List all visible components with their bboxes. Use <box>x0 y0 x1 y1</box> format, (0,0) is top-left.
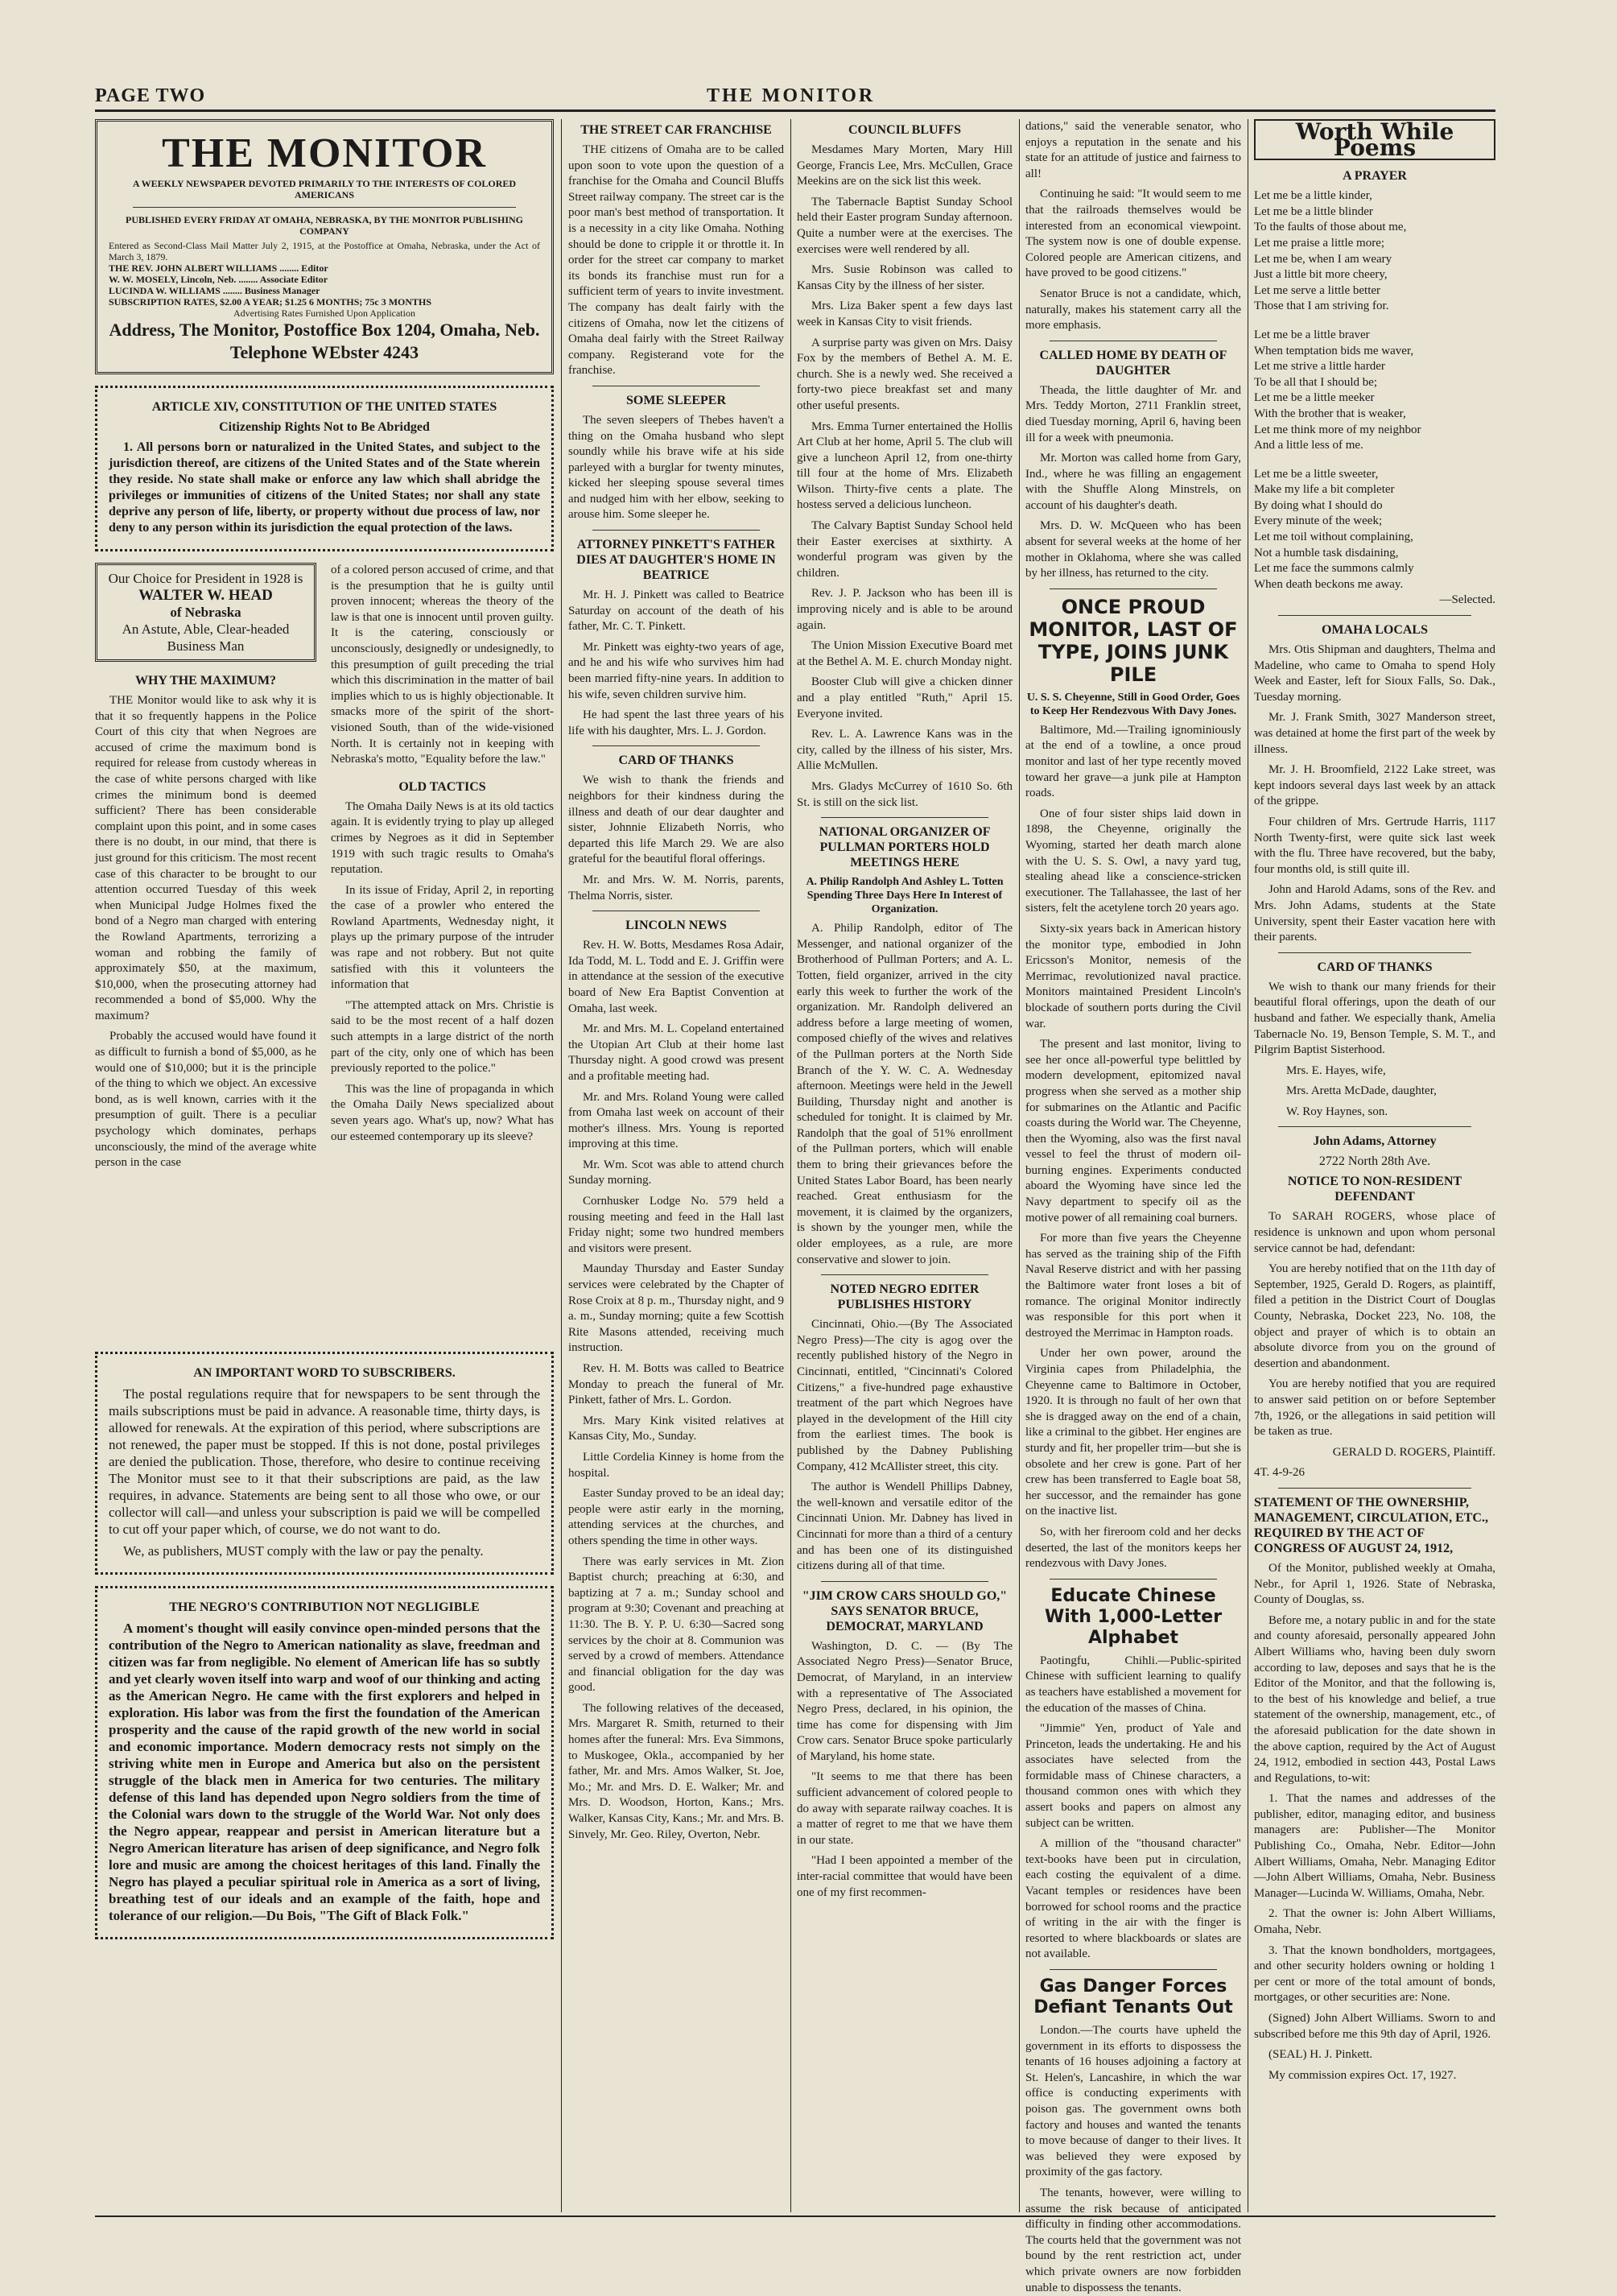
choice-of: of Nebraska <box>170 605 241 620</box>
lincoln-item: The following relatives of the deceased, Mrs. Margaret R. Smith, returned to their homes after the funeral: Mrs. Eva Simmons, to Muskogee, Okla., accompanied by her father, Mr. and Mrs. Amos Walker, St. Joe, Mo.; Mr. and Mrs. D. E. Walker; Mr. and Mrs. D. Woodson, Horton, Kans.; Mrs. Walker, Kansas City, Kans.; Mr. and Mrs. B. Sinvely, Mr. Geo. Riley, Overton, Nebr. <box>568 1701 784 1841</box>
contribution-title: THE NEGRO'S CONTRIBUTION NOT NEGLIGIBLE <box>169 1600 480 1614</box>
sleeper-body: The seven sleepers of Thebes haven't a thing on the Omaha husband who slept soundly while his brave wife at his side parleyed with a burglar for twenty minutes, kicked her sleeping spouse several times and nudged him with her elbow, seeking to arouse him. Some sleeper he. <box>568 413 784 522</box>
notice-ref: 4T. 4-9-26 <box>1254 1466 1306 1480</box>
article14-body: 1. All persons born or naturalized in the United States, and subject to the jurisdiction thereof, are citizens of the United States and of the State wherein they reside. No state shall make or enforce any law which shall abridge the privileges or immunities of citizens of the United States; nor shall any state deprive any person of life, liberty, or property without due process of law, nor deny to any person within its jurisdiction the equal protection of the laws. <box>109 440 540 535</box>
lincoln-item: Mr. and Mrs. M. L. Copeland entertained the Utopian Art Club at their home last Thursday night. A good crowd was present and a profitable meeting had. <box>568 1022 784 1083</box>
gas-p1: London.—The courts have upheld the government in its efforts to dispossess the tenants of 16 houses adjoining a factory at St. Helen's, Lancashire, in which the war office is conducting experiments with poison gas. The government owns both factory and houses and wanted the tenants to move because of danger to their lives. It was believed they were exposed by proximity of the gas factory. <box>1025 2024 1241 2179</box>
council-item: Mrs. Susie Robinson was called to Kansas City by the illness of her sister. <box>797 263 1013 292</box>
old-tactics-p4: This was the line of propaganda in which the Omaha Daily News specialized about seven years ago. What's up, now? What has our esteemed contemporary up its sleeve? <box>331 1082 554 1143</box>
editorial-right <box>331 563 554 1150</box>
thanks2-sign: Mrs. Aretta McDade, daughter, <box>1286 1084 1437 1098</box>
why-max-p2: Probably the accused would have found it as difficult to furnish a bond of $5,000, as he would one of $10,000; but it is the principle of the thing to which we object. An excessive bond, as is well known, carries with it the presumption of guilt. There is a peculiar psychology which dominates, perhaps unconsciously, the mind of the average white person in the case <box>95 1030 316 1170</box>
poem-line: Not a humble task disdaining, <box>1254 546 1399 560</box>
poem-line: Every minute of the week; <box>1254 514 1383 528</box>
statement-p6: (Signed) John Albert Williams. Sworn to and subscribed before me this 9th day of April, 1926. <box>1254 2012 1495 2041</box>
running-head <box>95 81 1495 105</box>
council-item: Mesdames Mary Morten, Mary Hill George, Francis Lee, Mrs. McCullen, Grace Meekins are on the sick list this week. <box>797 143 1013 188</box>
lincoln-item: Cornhusker Lodge No. 579 held a rousing meeting and feed in the Hall last Friday night; some two hundred members and visitors were present. <box>568 1195 784 1255</box>
poem-line: And a little less of me. <box>1254 439 1363 452</box>
notice-p3: You are hereby notified that you are required to answer said petition on or before September 7th, 1926, or the allegations in said petition will be taken as true. <box>1254 1377 1495 1439</box>
editor-p2: The author is Wendell Phillips Dabney, the well-known and versatile editor of the Cincinnati Union. Mr. Dabney has lived in Cincinnati for more than a third of a century and has been one of its distinguished citizens during all of that time. <box>797 1480 1013 1573</box>
poem-line: Make my life a bit completer <box>1254 483 1395 497</box>
running-masthead: THE MONITOR <box>707 85 876 106</box>
chinese-title: Educate Chinese With 1,000-Letter Alphabet <box>1044 1585 1223 1648</box>
notice-title: NOTICE TO NON-RESIDENT DEFENDANT <box>1287 1175 1462 1204</box>
masthead-box <box>95 119 554 374</box>
chinese-p2: "Jimmie" Yen, product of Yale and Princeton, leads the undertaking. He and his associates have selected from the formidable mass of Chinese characters, a thousand common ones with which they assert books and papers on almost any subject can be written. <box>1025 1722 1241 1830</box>
poem-line: Let me strive a little harder <box>1254 360 1385 374</box>
statement-p3: 1. That the names and addresses of the publisher, editor, managing editor, and business managers are: Publisher—The Monitor Publishing Co., Omaha, Nebr. Editor—John Albert Williams, Omaha, Nebr. Managing Editor—John Albert Williams, Omaha, Nebr. Business Manager—Lucinda W. Williams, Omaha, Nebr. <box>1254 1792 1495 1900</box>
monitor-ship-p1: Baltimore, Md.—Trailing ignominiously at the end of a towline, a once proud monitor and last of her type recently moved toward her grave—a junk pile at Hampton roads. <box>1025 723 1241 800</box>
editorial-left <box>95 563 316 1176</box>
choice-desc: An Astute, Able, Clear-headed Business Man <box>122 621 290 654</box>
poem-line: Let me be a little braver <box>1254 328 1370 341</box>
council-item: Mrs. Emma Turner entertained the Hollis Art Club at her home, April 5. The club will give a luncheon April 12, from one-thirty till four at the home of Mrs. Elizabeth Wilson. Thirty-five cents a plate. The hostess served a delicious luncheon. <box>797 419 1013 512</box>
chinese-p3: A million of the "thousand character" text-books have been put in circulation, each costing the equivalent of a dime. Vacant temples or residences have been borrowed for school rooms and the practice of writing in the air with the finger is resorted to where blackboards or slates are not available. <box>1025 1837 1241 1961</box>
monitor-ship-p6: Under her own power, around the Virginia capes from Philadelphia, the Cheyenne came to Baltimore in October, 1920. It is through no fault of her own that she is dragged away on the end of a chain, like a criminal to the gibbet. Her engines are sturdy and fit, her propeller trim—but she is obsolete and her crew is gone. Part of her crew has been transferred to Eagle boat 58, her successor, and the remainder has gone on the inactive list. <box>1025 1347 1241 1518</box>
locals-item: Mrs. Otis Shipman and daughters, Thelma and Madeline, who came to Omaha to spend Holy Week and Easter, left for Sioux Falls, So. Dak., Tuesday morning. <box>1254 643 1495 704</box>
pinkett-p3: He had spent the last three years of his life with his daughter, Mrs. L. J. Gordon. <box>568 708 784 737</box>
council-item: A surprise party was given on Mrs. Daisy Fox by the members of Bethel A. M. E. church. She is a newly wed. She received a forty-two piece breakfast set and many other useful presents. <box>797 336 1013 412</box>
lincoln-item: Rev. H. W. Botts, Mesdames Rosa Adair, Ida Todd, M. L. Todd and E. J. Griffin were in attendance at the session of the executive board of New Era Baptist Convention at Omaha, last week. <box>568 939 784 1015</box>
calledhome-p3: Mrs. D. W. McQueen who has been absent for several weeks at the home of her mother in Oklahoma, where she was called by her illness, has returned to the city. <box>1025 519 1241 580</box>
masthead-rates: SUBSCRIPTION RATES, $2.00 A YEAR; $1.25 6 MONTHS; 75c 3 MONTHS <box>109 296 432 308</box>
lincoln-item: Mrs. Mary Kink visited relatives at Kansas City, Mo., Sunday. <box>568 1414 784 1443</box>
pinkett-p2: Mr. Pinkett was eighty-two years of age, and he and his wife who survives him had been married fifty-nine years. In addition to his wife, seven children survive him. <box>568 640 784 701</box>
poem-line: Let me be a little kinder, <box>1254 189 1372 203</box>
pullman-subtitle: A. Philip Randolph And Ashley L. Totten Spending Three Days Here In Interest of Organization. <box>806 876 1004 916</box>
council-item: The Calvary Baptist Sunday School held their Easter exercises at sixthirty. A wonderful program was given by the children. <box>797 519 1013 580</box>
thanks-title: CARD OF THANKS <box>618 754 734 768</box>
statement-p1: Of the Monitor, published weekly at Omaha, Nebr., for April 1, 1926. State of Nebraska, County of Douglas, ss. <box>1254 1561 1495 1607</box>
notice-p2: You are hereby notified that on the 11th day of September, 1925, Gerald D. Rogers, as plaintiff, filed a petition in the District Court of Douglas County, Nebraska, Docket 223, No. 108, the object and prayer of which is to obtain an absolute divorce from you on the ground of desertion and abandonment. <box>1254 1262 1495 1370</box>
pinkett-p1: Mr. H. J. Pinkett was called to Beatrice Saturday on account of the death of his father, Mr. C. T. Pinkett. <box>568 588 784 634</box>
jimcrow-cont-p2: Continuing he said: "It would seem to me that the railroads themselves would be interested from an economical viewpoint. The system now is one of double expense. Colored people are American citizens, and have proved to be good citizens." <box>1025 188 1241 280</box>
statement-title: STATEMENT OF THE OWNERSHIP, MANAGEMENT, CIRCULATION, ETC., REQUIRED BY THE ACT OF CONGRESS OF AUGUST 24, 1912, <box>1254 1495 1488 1555</box>
thanks2-sign: W. Roy Haynes, son. <box>1286 1105 1388 1118</box>
locals-item: Four children of Mrs. Gertrude Harris, 1117 North Twenty-first, were quite sick last week with the flu. Three have recovered, but the baby, four months old, is still quite ill. <box>1254 815 1495 876</box>
subscribers-p1: The postal regulations require that for newspapers to be sent through the mails subscriptions must be paid in advance. A reasonable time, thirty days, is allowed for renewals. At the expiration of this period, where subscriptions are not renewed, the paper must be stopped. If this is not done, postal privileges are denied the publication. Those, therefore, who desire to continue receiving The Monitor must see to it that their subscriptions are paid, as the law requires, in advance. Statements are being sent to all those who owe, or our collector will call—and unless your subscription is paid we will be compelled to cut off your paper which, of course, we do not want to do. <box>109 1386 540 1537</box>
thanks-sign: Mr. and Mrs. W. M. Norris, parents, Thelma Norris, sister. <box>568 873 784 902</box>
poem-line: Let me serve a little better <box>1254 283 1381 297</box>
jimcrow-p1: Washington, D. C. — (By The Associated Negro Press)—Senator Bruce, Democrat, of Maryland, in an interview with a representative of The Associated Negro Press, declared, in his opinion, the time has come for dispensing with Jim Crow cars. Senator Bruce spoke particularly of Maryland, his home state. <box>797 1639 1013 1763</box>
choice-name: WALTER W. HEAD <box>138 587 273 604</box>
article14-title: ARTICLE XIV, CONSTITUTION OF THE UNITED STATES <box>151 400 497 414</box>
monitor-ship-p7: So, with her fireroom cold and her decks deserted, the last of the monitors keeps her rendezvous with Davy Jones. <box>1025 1525 1241 1571</box>
column-two <box>568 119 784 2212</box>
sleeper-title: SOME SLEEPER <box>625 393 727 407</box>
choice-line: Our Choice for President in 1928 is <box>108 571 303 586</box>
monitor-ship-p5: For more than five years the Cheyenne has served as the training ship of the Fifth Naval Reserve district and with her passing the Baltimore water front loses a bit of romance. The original Monitor indirectly was responsible for this port when it destroyed the Merrimac in Hampton roads. <box>1025 1232 1241 1340</box>
column-rule <box>790 119 791 2212</box>
lincoln-item: Mr. Wm. Scot was able to attend church Sunday morning. <box>568 1158 784 1187</box>
poem-credit: —Selected. <box>1439 593 1495 607</box>
monitor-ship-p4: The present and last monitor, living to see her once all-powerful type belittled by modern development, epitomized naval progress when she served as a mother ship for submarines on the Atlantic and Pacific coasts during the World war. The Cheyenne, then the Wyoming, also was the first naval vessel to feel the thrust of modern oil-burning engines. Experiments conducted aboard the Wyoming have since led the Navy department to specify oil as the motive power of all remaining coal burners. <box>1025 1038 1241 1224</box>
masthead-staff-associate: W. W. MOSELY, Lincoln, Neb. ........ Associate Editor <box>109 274 328 285</box>
monitor-ship-p2: One of four sister ships laid down in 1898, the Cheyenne, originally the Wyoming, started her death march alone with the U. S. S. Owl, a navy yard tug, stealing ahead like a conscience-stricken executioner. The Tallahassee, the last of her sisters, felt the acetylene torch 20 years ago. <box>1025 807 1241 915</box>
monitor-ship-p3: Sixty-six years back in American history the monitor type, embodied in John Ericsson's Monitor, nemesis of the Merrimac, revolutionized naval practice. Monitors maintained President Lincoln's blockade of southern ports during the Civil war. <box>1025 922 1241 1030</box>
masthead-telephone: Telephone WEbster 4243 <box>229 342 419 362</box>
lincoln-item: Maunday Thursday and Easter Sunday services were celebrated by the Chapter of Rose Croix at 8 p. m., Thursday night, and 9 a. m., Sunday morning; quite a few Scottish Rite Masons attended, receiving much instruction. <box>568 1262 784 1355</box>
council-title: COUNCIL BLUFFS <box>848 123 962 137</box>
column-rule <box>561 119 562 2212</box>
thanks2-title: CARD OF THANKS <box>1317 960 1433 974</box>
streetcar-body: THE citizens of Omaha are to be called upon soon to vote upon the question of a franchise for the Omaha and Council Bluffs Street railway company. The street car is the poor man's best method of transportation. It is a necessity in a city like Omaha. Nothing should be done to cripple it or throttle it. In order for the street car company to market its bonds its franchise must run for a sufficient term of years to invite investment. The company has dealt fairly with the citizens of Omaha, now let the citizens of Omaha deal fairly with the Street Railway company. Registerand vote for the franchise. <box>568 143 784 378</box>
thanks2-sign: Mrs. E. Hayes, wife, <box>1286 1063 1386 1077</box>
monitor-ship-title: ONCE PROUD MONITOR, LAST OF TYPE, JOINS JUNK PILE <box>1029 595 1238 686</box>
locals-item: Mr. J. Frank Smith, 3027 Manderson street, was detained at home the first part of the week by illness. <box>1254 711 1495 756</box>
statement-p4: 2. That the owner is: John Albert Williams, Omaha, Nebr. <box>1254 1907 1495 1937</box>
poem-body <box>1254 188 1495 609</box>
poem-line: Let me be a little meeker <box>1254 391 1375 405</box>
masthead-entered: Entered as Second-Class Mail Matter July 2, 1915, at the Postoffice at Omaha, Nebraska, under the Act of March 3, 1879. <box>109 240 540 262</box>
masthead-staff-manager: LUCINDA W. WILLIAMS ........ Business Manager <box>109 285 320 296</box>
poem-line: Let me be a little sweeter, <box>1254 467 1379 481</box>
footer-rule <box>95 2215 1495 2217</box>
subscribers-p2: We, as publishers, MUST comply with the law or pay the penalty. <box>123 1543 484 1559</box>
council-item: Rev. J. P. Jackson who has been ill is improving nicely and is able to be around again. <box>797 587 1013 632</box>
lincoln-item: There was early services in Mt. Zion Baptist church; preaching at 6:30, and baptizing at 7 a. m.; Sunday school and program at 9:30; Covenant and preaching at 11:30. The B. Y. P. U. 6:30—Sacred song services by the choir at 8. Communion was served by a crowd of members. Attendance and financial obligation for the day was good. <box>568 1555 784 1695</box>
gas-title: Gas Danger Forces Defiant Tenants Out <box>1033 1976 1233 2017</box>
poem-line: When temptation bids me waver, <box>1254 344 1414 357</box>
lincoln-item: Rev. H. M. Botts was called to Beatrice Monday to preach the funeral of Mr. Pinkett, father of Mrs. L. Gordon. <box>568 1362 784 1407</box>
old-tactics-title: OLD TACTICS <box>398 779 486 794</box>
jimcrow-p2: "It seems to me that there has been sufficient advancement of colored people to do away with separate railway coaches. It is a matter of regret to me that we have them in our state. <box>797 1770 1013 1847</box>
chinese-p1: Paotingfu, Chihli.—Public-spirited Chinese with sufficient learning to qualify as teachers have established a movement for the education of the masses of China. <box>1025 1654 1241 1715</box>
monitor-ship-subtitle: U. S. S. Cheyenne, Still in Good Order, Goes to Keep Her Rendezvous With Davy Jones. <box>1026 691 1240 717</box>
editorial-two-col <box>95 563 554 1352</box>
masthead-address: Address, The Monitor, Postoffice Box 1204, Omaha, Neb. <box>109 320 540 340</box>
masthead-published: PUBLISHED EVERY FRIDAY AT OMAHA, NEBRASKA, BY THE MONITOR PUBLISHING COMPANY <box>126 214 523 237</box>
masthead-staff-editor: THE REV. JOHN ALBERT WILLIAMS ........ Editor <box>109 262 328 274</box>
poem-line: Let me face the summons calmly <box>1254 562 1414 576</box>
old-tactics-p3: "The attempted attack on Mrs. Christie is said to be the most recent of a half dozen such attempts in a large district of the north part of the city, only one of which has been previously reported to the police." <box>331 998 554 1076</box>
council-item: Mrs. Liza Baker spent a few days last week in Kansas City to visit friends. <box>797 299 1013 328</box>
streetcar-title: THE STREET CAR FRANCHISE <box>580 123 772 137</box>
pullman-p1: A. Philip Randolph, editor of The Messenger, and national organizer of the Brotherhood of Pullman Porters; and A. L. Totten, field organizer, arrived in the city early this week to further the work of the organization. Mr. Randolph delivered an address before a large meeting of women, composed chiefly of the wives and relatives of the Pullman porters at the North Side Branch of the Y. W. C. A. Wednesday afternoon. Meetings were held in the Jewell Building, Thursday night and another is scheduled for tonight. It is claimed by Mr. Randolph that the goal of 51% enrollment of the Pullman porters, which will enable them to bring their grievances before the United States Labor Board, has been nearly reached. Great enthusiasm for the movement, it is claimed by the organizers, is shown by the younger men, while the older employees, as a rule, are more conservative and slower to join. <box>797 922 1013 1266</box>
lincoln-item: Little Cordelia Kinney is home from the hospital. <box>568 1450 784 1480</box>
column-five <box>1254 119 1495 2212</box>
pinkett-title: ATTORNEY PINKETT'S FATHER DIES AT DAUGHTER'S HOME IN BEATRICE <box>576 538 776 583</box>
editor-title: NOTED NEGRO EDITER PUBLISHES HISTORY <box>830 1282 980 1312</box>
old-tactics-p1: The Omaha Daily News is at its old tactics again. It is evidently trying to play up alleged crimes by Negroes as it did in September 1919 with such tragic results to Omaha's reputation. <box>331 799 554 877</box>
poem-line: Those that I am striving for. <box>1254 299 1389 313</box>
page-label: PAGE TWO <box>95 85 206 106</box>
poem-line: Let me be a little blinder <box>1254 204 1373 218</box>
editor-p1: Cincinnati, Ohio.—(By The Associated Negro Press)—The city is agog over the recently published history of the Negro in Cincinnati, entitled, "Cincinnati's Colored Citizens," a five-hundred page exhaustive treatment of the part which Negroes have played in the development of the Hill city from the earliest times. The book is published by the Dabney Publishing Company, 412 McAllister street, this city. <box>797 1318 1013 1473</box>
statement-exp: My commission expires Oct. 17, 1927. <box>1268 2068 1457 2082</box>
masthead-title: THE MONITOR <box>162 130 487 176</box>
council-item: The Union Mission Executive Board met at the Bethel A. M. E. church Monday night. <box>797 639 1013 668</box>
poem-line: By doing what I should do <box>1254 498 1383 512</box>
why-max-title: WHY THE MAXIMUM? <box>134 674 277 688</box>
poem-title: A PRAYER <box>1343 169 1407 184</box>
statement-p5: 3. That the known bondholders, mortgagees, and other security holders owning or holding 1 per cent or more of the total amount of bonds, mortgages, or other securities are: None. <box>1254 1943 1495 2005</box>
why-max-cont: of a colored person accused of crime, and that is the presumption that he is guilty until proven innocent; whereas the theory of the law is that one is innocent until proven guilty. It is the catering, consciously or unconsciously, designedly or undesignedly, to this presumption of guilt preceding the trial which this discrimination in the matter of bail implies which to us is highly objectionable. It smacks more of the spirit of the short-visioned South, than of the wide-visioned North. It is certainly not in keeping with Nebraska's motto, "Equality before the law." <box>331 564 554 766</box>
jimcrow-p3: "Had I been appointed a member of the inter-racial committee that would have been one of my first recommen- <box>797 1854 1013 1899</box>
article14-box <box>95 386 554 551</box>
gas-p2: The tenants, however, were willing to assume the risk because of anticipated difficulty in finding other accommodations. The courts held that the government was not bound by the rent restriction act, under which private owners are now forbidden unable to dispossess the tenants. <box>1025 2186 1241 2294</box>
poem-line: Let me praise a little more; <box>1254 236 1385 250</box>
council-item: Booster Club will give a chicken dinner and a play entitled "Ruth," April 15. Everyone invited. <box>797 675 1013 721</box>
subscribers-box <box>95 1352 554 1575</box>
poem-line: Let me be, when I am weary <box>1254 252 1392 266</box>
article14-subtitle: Citizenship Rights Not to Be Abridged <box>219 420 430 434</box>
calledhome-p2: Mr. Morton was called home from Gary, Ind., where he was filling an engagement with the Shuffle Along Minstrels, on account of his daughter's death. <box>1025 452 1241 512</box>
calledhome-p1: Theada, the little daughter of Mr. and Mrs. Teddy Morton, 2711 Franklin street, died Tuesday morning, April 6, having been ill for a week with pneumonia. <box>1025 383 1241 444</box>
statement-seal: (SEAL) H. J. Pinkett. <box>1268 2048 1373 2062</box>
masthead-ads: Advertising Rates Furnished Upon Application <box>233 308 415 319</box>
poems-banner: Worth While Poems <box>1254 119 1495 160</box>
poem-line: To be all that I should be; <box>1254 375 1378 389</box>
old-tactics-p2: In its issue of Friday, April 2, in reporting the case of a prowler who entered the Rowland Apartments, Wednesday night, it plays up the primary purpose of the intruder was rape and not robbery. But not quite satisfied with this it volunteers the information that <box>331 883 554 992</box>
jimcrow-title: "JIM CROW CARS SHOULD GO," SAYS SENATOR BRUCE, DEMOCRAT, MARYLAND <box>802 1588 1008 1633</box>
poem-line: When death beckons me away. <box>1254 577 1404 591</box>
contribution-body: A moment's thought will easily convince open-minded persons that the contribution of the Negro to American nationality as slave, freedman and citizen was far from negligible. No element of American life has so subtly and yet clearly woven itself into warp and woof of our thinking and acting as the American Negro. He came with the first explorers and helped in exploration. His labor was from the first the foundation of the American prosperity and the cause of the rapid growth of the new world in social and economic importance. Modern democracy rests not simply on the striving white men in Europe and America but also on the persistent struggle of the black men in America for two centuries. The military defense of this land has depended upon Negro soldiers from the time of the Colonial wars down to the struggle of the World War. Not only does the Negro appear, reappear and persist in American literature but a Negro American literature has arisen of deep significance, and Negro folk lore and music are among the choicest heritages of this land. Finally the Negro has played a peculiar spiritual role in America as a sort of living, breathing test of our ideals and an example of the faith, hope and tolerance of our religion.—Du Bois, "The Gift of Black Folk." <box>109 1621 540 1923</box>
header-rule <box>95 109 1495 112</box>
lincoln-item: Easter Sunday proved to be an ideal day; people were astir early in the morning, attending services at the churches, and others spending the time in other ways. <box>568 1487 784 1547</box>
thanks-body: We wish to thank the friends and neighbors for their kindness during the illness and death of our dear daughter and sister, Johnnie Elizabeth Norris, who departed this life March 29. We are also grateful for the beautiful floral offerings. <box>568 774 784 866</box>
lincoln-title: LINCOLN NEWS <box>625 919 727 933</box>
notice-p1: To SARAH ROGERS, whose place of residence is unknown and upon whom personal service cannot be had, defendant: <box>1254 1210 1495 1255</box>
subscribers-title: AN IMPORTANT WORD TO SUBSCRIBERS. <box>193 1366 456 1380</box>
column-editorial <box>95 119 554 2212</box>
jimcrow-cont-p1: dations," said the venerable senator, who enjoys a reputation in the senate and his state for an attitude of justice and fairness to all! <box>1025 120 1241 180</box>
column-rule <box>1019 119 1020 2212</box>
calledhome-title: CALLED HOME BY DEATH OF DAUGHTER <box>1039 348 1227 378</box>
council-item: The Tabernacle Baptist Sunday School held their Easter program Sunday afternoon. Quite a number were at the exercises. The exercises were well rendered by all. <box>797 195 1013 256</box>
council-item: Rev. L. A. Lawrence Kans was in the city, called by the illness of his sister, Mrs. Allie McMullen. <box>797 728 1013 773</box>
contribution-box <box>95 1586 554 1939</box>
poem-line: Just a little bit more cheery, <box>1254 268 1388 282</box>
column-four <box>1025 119 1241 2294</box>
lincoln-item: Mr. and Mrs. Roland Young were called from Omaha last week on account of their mother's illness. Mrs. Young is reported improving at this time. <box>568 1090 784 1151</box>
masthead-tagline: A WEEKLY NEWSPAPER DEVOTED PRIMARILY TO THE INTERESTS OF COLORED AMERICANS <box>132 178 517 200</box>
locals-title: OMAHA LOCALS <box>1321 623 1428 638</box>
locals-item: Mr. J. H. Broomfield, 2122 Lake street, was kept indoors several days last week by an attack of the grippe. <box>1254 763 1495 808</box>
newspaper-page <box>95 81 1495 2294</box>
pullman-title: NATIONAL ORGANIZER OF PULLMAN PORTERS HOLD MEETINGS HERE <box>819 825 991 870</box>
poem-line: To the faults of those about me, <box>1254 221 1407 234</box>
jimcrow-cont-p3: Senator Bruce is not a candidate, which, naturally, makes his statement carry all the more emphasis. <box>1025 287 1241 332</box>
poem-line: With the brother that is weaker, <box>1254 407 1406 420</box>
notice-address: 2722 North 28th Ave. <box>1318 1154 1431 1169</box>
column-three <box>797 119 1013 2212</box>
thanks2-body: We wish to thank our many friends for their beautiful floral offerings, upon the death of our husband and father. We especially thank, Amelia Tabernacle No. 19, Benson Temple, S. M. T., and Pilgrim Baptist Sisterhood. <box>1254 980 1495 1057</box>
poem-line: Let me think more of my neighbor <box>1254 423 1421 436</box>
statement-p2: Before me, a notary public in and for the state and county aforesaid, personally appeared John Albert Williams who, having been duly sworn according to law, deposes and says that he is the Editor of the Monitor, and that the following is, to the best of his knowledge and belief, a true statement of the ownership, management, etc., of the aforesaid publication for the date shown in the above caption, required by the Act of August 24, 1912, embodied in section 443, Postal Laws and Regulations, to-wit: <box>1254 1613 1495 1785</box>
council-item: Mrs. Gladys McCurrey of 1610 So. 6th St. is still on the sick list. <box>797 779 1013 809</box>
why-max-p1: THE Monitor would like to ask why it is that it so frequently happens in the Police Court of this city that when Negroes are accused of crime the maximum bond is required for release from custody whereas in the case of white persons charged with like crimes the minimum bond is deemed sufficient? There has been considerable complaint upon this point, and in some cases there is no doubt, in our mind, that there is just ground for this criticism. The most recent case of this character to be brought to our attention occurred Tuesday of this week when Municipal Judge Holmes fixed the bond of a Negro man charged with entering the Rowland Apartments, terrorizing a woman and robbing the family of approximately $50, at the maximum, $10,000, when the prosecuting attorney had recommended a bond of $5,000. Why the maximum? <box>95 694 316 1022</box>
notice-attorney: John Adams, Attorney <box>1313 1134 1437 1149</box>
poem-line: Let me toil without complaining, <box>1254 531 1413 544</box>
locals-item: John and Harold Adams, sons of the Rev. and Mrs. John Adams, students at the State University, spent their Easter vacation here with their parents. <box>1254 883 1495 944</box>
choice-box <box>95 563 316 662</box>
notice-sign: GERALD D. ROGERS, Plaintiff. <box>1332 1445 1495 1459</box>
